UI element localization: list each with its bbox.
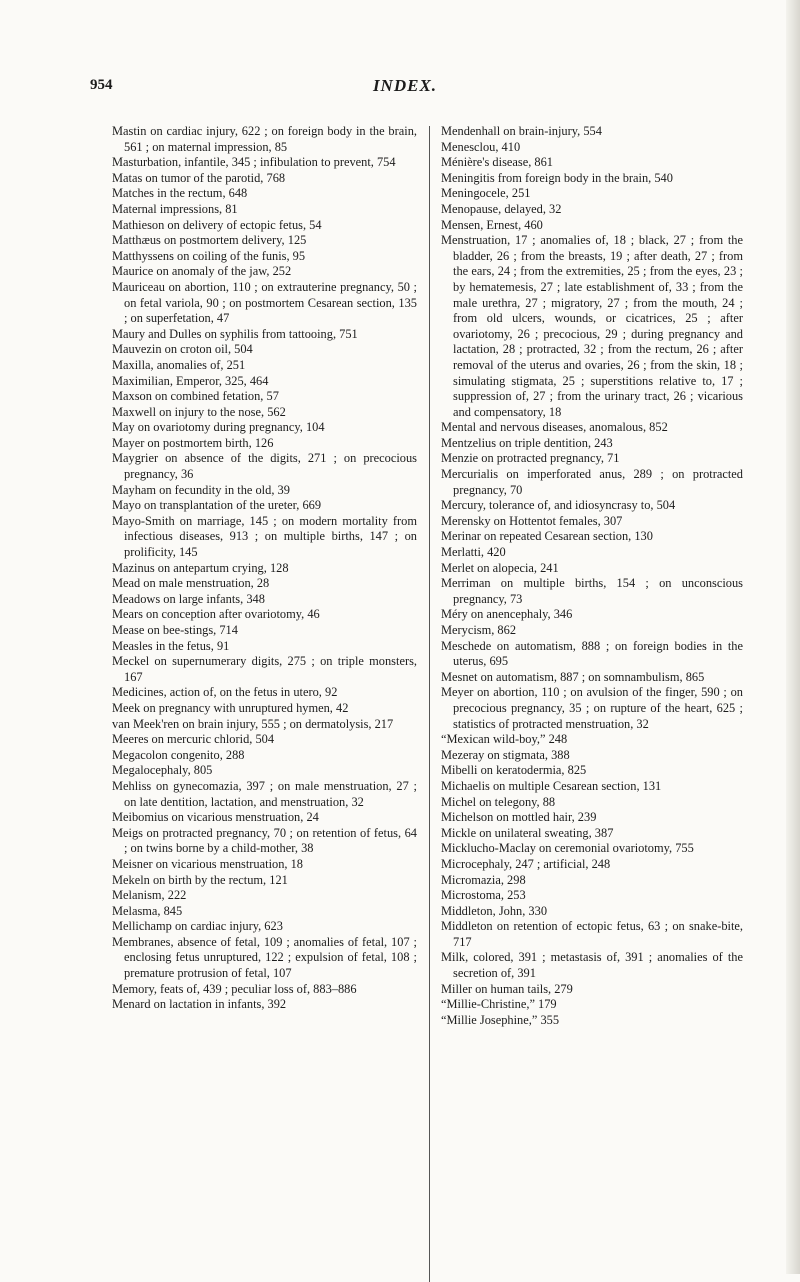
index-entry: Micklucho-Maclay on ceremonial ovariotomy, 755 <box>441 841 694 856</box>
index-entry: May on ovariotomy during pregnancy, 104 <box>112 420 325 435</box>
index-entry: Microstoma, 253 <box>441 888 526 903</box>
index-entry: Maxwell on injury to the nose, 562 <box>112 404 286 419</box>
index-entry: Mayer on postmortem birth, 126 <box>112 435 274 450</box>
index-entry: Matches in the rectum, 648 <box>112 186 248 201</box>
index-entry: “Mexican wild-boy,” 248 <box>441 732 568 747</box>
index-entry: Ménière's disease, 861 <box>441 155 553 170</box>
index-entry: Mease on bee-stings, 714 <box>112 623 238 637</box>
index-entry: Mastin on cardiac injury, 622 ; on foreign body in the brain, 561 ; on maternal impression, 85 <box>112 124 417 154</box>
index-entry: Meeres on mercuric chlorid, 504 <box>112 732 275 747</box>
index-entry: Mesnet on automatism, 887 ; on somnambulism, 865 <box>441 669 705 684</box>
index-entry: Mekeln on birth by the rectum, 121 <box>112 872 288 887</box>
index-entry: Meningitis from foreign body in the brain, 540 <box>441 170 673 185</box>
index-entry: Mead on male menstruation, 28 <box>112 576 270 591</box>
index-entry: Mibelli on keratodermia, 825 <box>441 763 587 778</box>
index-entry: Megalocephaly, 805 <box>112 763 213 778</box>
page-edge <box>786 0 800 1274</box>
index-entry: Menopause, delayed, 32 <box>441 201 562 216</box>
column-divider <box>429 126 430 1282</box>
index-entry: Michel on telegony, 88 <box>441 794 556 809</box>
index-entry: Membranes, absence of fetal, 109 ; anomalies of fetal, 107 ; enclosing fetus unruptured, 122 ; expulsion of fetal, 108 ; premature protrusion of fetal, 107 <box>112 934 417 981</box>
index-entry: Merlet on alopecia, 241 <box>441 560 559 575</box>
index-entry: “Millie Josephine,” 355 <box>441 1012 560 1027</box>
index-entry: Micromazia, 298 <box>441 872 526 887</box>
index-entry: Menard on lactation in infants, 392 <box>112 997 287 1012</box>
index-entry: Mental and nervous diseases, anomalous, 852 <box>441 420 668 435</box>
index-entry: Maternal impressions, 81 <box>112 201 238 216</box>
index-entry: Meigs on protracted pregnancy, 70 ; on retention of fetus, 64 ; on twins borne by a child-mother, 38 <box>112 825 417 856</box>
index-entry: Melasma, 845 <box>112 903 183 918</box>
index-entry: Mickle on unilateral sweating, 387 <box>441 825 614 840</box>
index-column-right <box>441 124 743 1028</box>
index-entry: Mauriceau on abortion, 110 ; on extrauterine pregnancy, 50 ; on fetal variola, 90 ; on postmortem Cesarean section, 135 ; on superfetation, 47 <box>112 279 417 326</box>
index-entry: van Meek'ren on brain injury, 555 ; on dermatolysis, 217 <box>112 716 394 731</box>
index-entry: Mendenhall on brain-injury, 554 <box>441 124 602 138</box>
index-entry: Mehliss on gynecomazia, 397 ; on male menstruation, 27 ; on late dentition, lactation, and menstruation, 32 <box>112 778 417 809</box>
index-entry: Maxilla, anomalies of, 251 <box>112 357 246 372</box>
index-entry: Meningocele, 251 <box>441 186 531 201</box>
index-entry: Meschede on automatism, 888 ; on foreign bodies in the uterus, 695 <box>441 638 743 669</box>
index-entry: Mezeray on stigmata, 388 <box>441 747 570 762</box>
index-entry: Meek on pregnancy with unruptured hymen, 42 <box>112 700 349 715</box>
index-entry: Matthæus on postmortem delivery, 125 <box>112 233 307 248</box>
index-entry: Maxson on combined fetation, 57 <box>112 389 279 404</box>
index-entry: Merensky on Hottentot females, 307 <box>441 513 623 528</box>
index-entry: Michelson on mottled hair, 239 <box>441 810 597 825</box>
index-entry: Méry on anencephaly, 346 <box>441 607 573 622</box>
index-entry: Merinar on repeated Cesarean section, 130 <box>441 529 653 544</box>
index-entry: Mazinus on antepartum crying, 128 <box>112 560 289 575</box>
index-entry: Menstruation, 17 ; anomalies of, 18 ; black, 27 ; from the bladder, 26 ; from the breasts, 19 ; after death, 27 ; from the ears, 24 ; from the extremities, 25 ; from the eyes, 23 ; by hematemesis, 27 ; late establishment of, 33 ; from the male urethra, 27 ; migratory, 27 ; from the mouth, 24 ; from old ulcers, wounds, or cicatrices, 25 ; after ovariotomy, 26 ; precocious, 29 ; during pregnancy and lactation, 28 ; protracted, 32 ; from the rectum, 26 ; after removal of the uterus and ovaries, 26 ; from the skin, 18 ; simulating stigmata, 25 ; superstitions relative to, 17 ; suppression of, 27 ; from the urinary tract, 26 ; vicarious and compensatory, 18 <box>441 233 743 419</box>
index-entry: Microcephaly, 247 ; artificial, 248 <box>441 856 611 871</box>
index-entry: Maury and Dulles on syphilis from tattooing, 751 <box>112 326 358 341</box>
index-entry: Meyer on abortion, 110 ; on avulsion of the finger, 590 ; on precocious pregnancy, 35 ; on rupture of the heart, 625 ; statistics of protracted menstruation, 32 <box>441 685 743 731</box>
index-entry: Measles in the fetus, 91 <box>112 638 230 653</box>
index-entry: Meibomius on vicarious menstruation, 24 <box>112 810 319 825</box>
index-entry: “Millie-Christine,” 179 <box>441 997 557 1012</box>
index-entry: Menzie on protracted pregnancy, 71 <box>441 451 620 466</box>
index-entry: Melanism, 222 <box>112 888 187 903</box>
index-entry: Megacolon congenito, 288 <box>112 747 245 762</box>
index-entry: Mentzelius on triple dentition, 243 <box>441 435 613 450</box>
index-entry: Mensen, Ernest, 460 <box>441 217 543 232</box>
index-entry: Memory, feats of, 439 ; peculiar loss of, 883–886 <box>112 981 357 996</box>
index-entry: Mears on conception after ovariotomy, 46 <box>112 607 320 622</box>
index-entry: Mellichamp on cardiac injury, 623 <box>112 919 283 934</box>
index-entry: Miller on human tails, 279 <box>441 981 573 996</box>
index-entry: Middleton on retention of ectopic fetus, 63 ; on snake-bite, 717 <box>441 919 743 949</box>
index-entry: Meisner on vicarious menstruation, 18 <box>112 856 303 871</box>
index-entry: Merycism, 862 <box>441 623 517 637</box>
index-entry: Mercury, tolerance of, and idiosyncrasy to, 504 <box>441 498 676 513</box>
index-entry: Michaelis on multiple Cesarean section, 131 <box>441 778 662 793</box>
index-entry: Mayo-Smith on marriage, 145 ; on modern mortality from infectious diseases, 913 ; on multiple births, 147 ; on prolificity, 145 <box>112 513 417 560</box>
index-entry: Middleton, John, 330 <box>441 903 548 918</box>
index-entry: Maximilian, Emperor, 325, 464 <box>112 373 269 388</box>
index-entry: Mayo on transplantation of the ureter, 669 <box>112 498 322 513</box>
index-entry: Merriman on multiple births, 154 ; on unconscious pregnancy, 73 <box>441 576 743 606</box>
index-entry: Masturbation, infantile, 345 ; infibulation to prevent, 754 <box>112 155 396 170</box>
index-entry: Meadows on large infants, 348 <box>112 591 265 606</box>
index-entry: Matas on tumor of the parotid, 768 <box>112 170 286 185</box>
index-entry: Mathieson on delivery of ectopic fetus, 54 <box>112 217 322 232</box>
index-entry: Mercurialis on imperforated anus, 289 ; on protracted pregnancy, 70 <box>441 467 743 497</box>
index-entry: Meckel on supernumerary digits, 275 ; on triple monsters, 167 <box>112 654 417 684</box>
index-entry: Maurice on anomaly of the jaw, 252 <box>112 264 292 279</box>
index-column-left <box>112 124 417 1013</box>
page-number: 954 <box>90 77 113 93</box>
index-entry: Mayham on fecundity in the old, 39 <box>112 482 290 497</box>
index-entry: Milk, colored, 391 ; metastasis of, 391 ; anomalies of the secretion of, 391 <box>441 950 743 981</box>
index-entry: Medicines, action of, on the fetus in utero, 92 <box>112 685 338 700</box>
index-entry: Maygrier on absence of the digits, 271 ; on precocious pregnancy, 36 <box>112 451 417 482</box>
page-title: INDEX. <box>372 76 438 95</box>
index-entry: Merlatti, 420 <box>441 545 506 560</box>
index-entry: Matthyssens on coiling of the funis, 95 <box>112 248 306 263</box>
index-entry: Mauvezin on croton oil, 504 <box>112 342 253 357</box>
index-entry: Menesclou, 410 <box>441 139 521 154</box>
